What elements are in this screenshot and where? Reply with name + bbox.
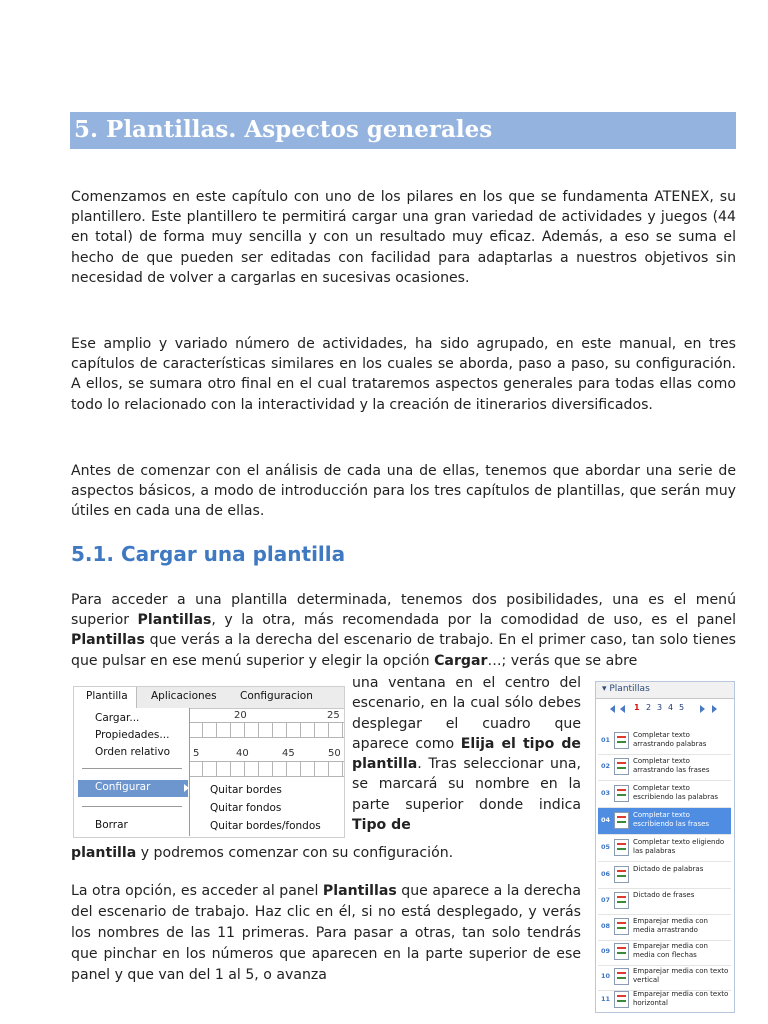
template-icon bbox=[614, 968, 629, 985]
template-number: 08 bbox=[601, 922, 611, 930]
menu-plantilla[interactable]: Plantilla bbox=[86, 690, 128, 702]
template-label: Completar texto escribiendo las palabras bbox=[633, 784, 719, 801]
text-run: Para acceder a una plantilla determinada, tenemos dos posibilidades, una es el menú superior bbox=[71, 592, 736, 629]
page-link[interactable]: 5 bbox=[679, 703, 685, 712]
paragraph-wrap-last-line bbox=[71, 843, 581, 863]
template-row[interactable] bbox=[598, 728, 731, 755]
text-run: y podremos comenzar con su configuración. bbox=[136, 845, 454, 861]
template-number: 10 bbox=[601, 972, 611, 980]
template-row[interactable] bbox=[598, 862, 731, 889]
text-run: . Tras seleccionar una, se marcará su nombre en la parte superior donde indica bbox=[352, 756, 581, 813]
template-label: Completar texto escribiendo las frases bbox=[633, 811, 710, 828]
template-label: Emparejar media con media con flechas bbox=[633, 942, 708, 959]
template-icon bbox=[614, 785, 629, 802]
ruler-number: 5 bbox=[193, 748, 200, 759]
panel-pager bbox=[596, 700, 734, 718]
template-label: Emparejar media con media arrastrando bbox=[633, 917, 708, 934]
template-row[interactable] bbox=[598, 754, 731, 781]
template-icon bbox=[614, 732, 629, 749]
submenu-quitar-fondos[interactable]: Quitar fondos bbox=[210, 802, 282, 814]
template-label: Dictado de palabras bbox=[633, 865, 704, 873]
template-label: Dictado de frases bbox=[633, 891, 695, 899]
template-icon bbox=[614, 812, 629, 829]
paragraph-intro: Comenzamos en este capítulo con uno de los pilares en los que se fundamenta ATENEX, su plantillero. Este plantillero te permitirá cargar una gran variedad de actividades y juegos (44 en total) de forma muy sencilla y con un resultado muy eficaz. Además, a eso se suma el hecho de que pueden ser editadas con facilidad para adaptarlas a nuestros objetivos sin necesidad de volver a cargarlas en sucesivas ocasiones. bbox=[71, 189, 736, 286]
template-icon bbox=[614, 892, 629, 909]
page-link[interactable]: 3 bbox=[657, 703, 663, 712]
page-link[interactable]: 4 bbox=[668, 703, 674, 712]
text-run: …; verás que se abre bbox=[487, 652, 638, 669]
bold-term: Plantillas bbox=[137, 612, 212, 629]
paragraph-basics: Antes de comenzar con el análisis de cada una de ellas, tenemos que abordar una serie de aspectos básicos, a modo de introducción para los tres capítulos de plantillas, que serán muy útiles en cada una de ellas. bbox=[71, 463, 736, 520]
template-label: Completar texto arrastrando palabras bbox=[633, 731, 707, 748]
paragraph-grouping: Ese amplio y variado número de actividades, ha sido agrupado, en este manual, en tres capítulos de características similares en los cuales se aborda, paso a paso, su configuración. A ellos, se sumara otro final en el cual trataremos aspectos generales para todas ellas como todo lo relacionado con la interactividad y la creación de itinerarios diversificados. bbox=[71, 336, 736, 413]
menu-aplicaciones[interactable]: Aplicaciones bbox=[151, 690, 217, 702]
menu-item-propiedades[interactable]: Propiedades... bbox=[95, 729, 170, 741]
menu-item-configurar-label: Configurar bbox=[95, 781, 151, 793]
text-run: La otra opción, es acceder al panel bbox=[71, 883, 323, 899]
template-row-selected[interactable] bbox=[598, 808, 731, 835]
menu-configuracion[interactable]: Configuracion bbox=[240, 690, 313, 702]
ruler-top bbox=[189, 722, 344, 738]
template-icon bbox=[614, 866, 629, 883]
text-run: que aparece a la derecha del escenario de trabajo. Haz clic en él, si no está desplegado, y verás los nombres de las 11 primeras. Para pasar a otras, tan solo tendrás que pinchar en los números que aparecen en la parte superior de ese panel y que van del 1 al 5, o avanza bbox=[71, 883, 581, 983]
template-label: Emparejar media con texto vertical bbox=[633, 967, 729, 984]
template-row[interactable] bbox=[598, 987, 731, 1013]
template-number: 04 bbox=[601, 816, 611, 824]
menu-item-configurar[interactable] bbox=[78, 780, 188, 797]
submenu-quitar-bordes-fondos[interactable]: Quitar bordes/fondos bbox=[210, 820, 321, 832]
template-number: 11 bbox=[601, 995, 611, 1003]
bold-term: Plantillas bbox=[71, 632, 145, 649]
template-row[interactable] bbox=[598, 914, 731, 941]
first-page-icon[interactable] bbox=[610, 705, 615, 713]
ruler-number: 25 bbox=[327, 710, 340, 721]
plantillas-panel-screenshot bbox=[595, 681, 735, 1013]
ruler-number: 50 bbox=[328, 748, 341, 759]
template-icon bbox=[614, 943, 629, 960]
paragraph-wrap-column bbox=[352, 673, 581, 835]
menu-item-cargar[interactable]: Cargar... bbox=[95, 712, 140, 724]
bold-term: plantilla bbox=[71, 845, 137, 861]
template-number: 02 bbox=[601, 762, 611, 770]
ruler-number: 45 bbox=[282, 748, 295, 759]
page-link[interactable]: 1 bbox=[634, 703, 640, 712]
bold-term: Tipo de bbox=[352, 817, 411, 834]
submenu-arrow-icon bbox=[184, 784, 189, 792]
bold-term: Plantillas bbox=[322, 883, 397, 899]
text-run: una ventana en el centro del escenario, en la cual sólo debes desplegar el cuadro que aparece como bbox=[352, 675, 581, 752]
panel-title: ▾ Plantillas bbox=[602, 684, 650, 694]
panel-header[interactable] bbox=[596, 682, 734, 699]
submenu-quitar-bordes[interactable]: Quitar bordes bbox=[210, 784, 282, 796]
menu-item-orden-relativo[interactable]: Orden relativo bbox=[95, 746, 171, 758]
template-row[interactable] bbox=[598, 939, 731, 966]
menubar bbox=[74, 687, 344, 709]
ruler-mid bbox=[189, 761, 344, 777]
bold-term: Cargar bbox=[434, 652, 488, 669]
chapter-title: 5. Plantillas. Aspectos generales bbox=[74, 116, 493, 143]
menu-item-borrar[interactable]: Borrar bbox=[95, 819, 128, 831]
menu-separator bbox=[82, 768, 182, 769]
menu-screenshot bbox=[73, 686, 345, 838]
page-link[interactable]: 2 bbox=[646, 703, 652, 712]
template-number: 07 bbox=[601, 896, 611, 904]
ruler-number: 40 bbox=[236, 748, 249, 759]
template-number: 06 bbox=[601, 870, 611, 878]
paragraph-access bbox=[71, 590, 736, 671]
template-number: 01 bbox=[601, 736, 611, 744]
template-icon bbox=[614, 918, 629, 935]
template-icon bbox=[614, 839, 629, 856]
template-row[interactable] bbox=[598, 888, 731, 915]
template-number: 05 bbox=[601, 843, 611, 851]
text-run: que verás a la derecha del escenario de trabajo. En el primer caso, tan solo tienes que pulsar en ese menú superior y elegir la opción bbox=[71, 632, 736, 669]
template-label: Completar texto arrastrando las frases bbox=[633, 757, 710, 774]
last-page-icon[interactable] bbox=[712, 705, 717, 713]
paragraph-panel bbox=[71, 881, 581, 986]
template-row[interactable] bbox=[598, 781, 731, 808]
template-label: Completar texto eligiendo las palabras bbox=[633, 838, 725, 855]
next-page-icon[interactable] bbox=[700, 705, 705, 713]
menu-separator bbox=[82, 806, 182, 807]
text-run: , y la otra, más recomendada por la comodidad de uso, es el panel bbox=[211, 612, 737, 629]
section-title: 5.1. Cargar una plantilla bbox=[71, 542, 346, 566]
plantilla-dropdown bbox=[74, 708, 190, 836]
bold-term: Elija el tipo de plantilla bbox=[352, 735, 581, 773]
template-label: Emparejar media con texto horizontal bbox=[633, 990, 729, 1007]
ruler-number: 20 bbox=[234, 710, 247, 721]
template-row[interactable] bbox=[598, 835, 731, 862]
template-number: 09 bbox=[601, 947, 611, 955]
prev-page-icon[interactable] bbox=[620, 705, 625, 713]
template-number: 03 bbox=[601, 789, 611, 797]
template-icon bbox=[614, 991, 629, 1008]
template-icon bbox=[614, 758, 629, 775]
